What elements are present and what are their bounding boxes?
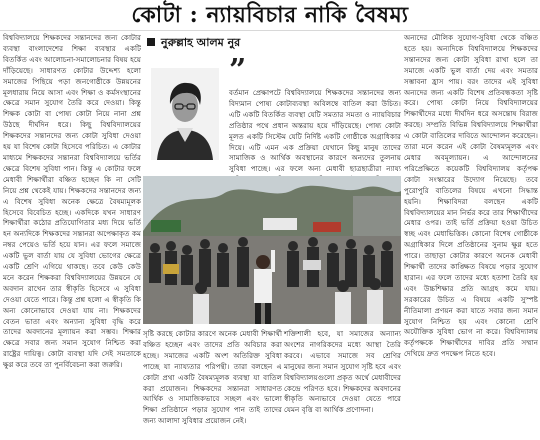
headline-divider xyxy=(0,30,540,31)
article-column-lower-2 xyxy=(284,329,401,439)
column-text: বিশ্ববিদ্যালয়ে শিক্ষকদের সন্তানদের জন্য কোটার ব্যবস্থা বাংলাদেশের শিক্ষা ব্যবস্থার একটি বিতর্কিত এবং আলোচনা-সমালোচনার বিষয় হয়ে দাঁড়িয়েছে। সাধারণত কোটার উদ্দেশ্য হলো সমাজের পিছিয়ে পড়া জনগোষ্ঠীকে উন্নয়নের মূলধারায় নিয়ে আসা এবং শিক্ষা ও কর্মসংস্থানের ক্ষেত্রে সমান সুযোগ তৈরি করে দেওয়া। কিন্তু শিক্ষক কোটা বা পোষ্য কোটা নিয়ে নানা প্রশ্ন উঠছে দীর্ঘদিন ধরে। কিছু বিশ্ববিদ্যালয়ের শিক্ষকদের সন্তানদের জন্য কোটা সুবিধা দেওয়া হয় যা বিশেষ কোটা হিসেবে পরিচিত। এ কোটার মাধ্যমে শিক্ষকদের সন্তানরা বিশ্ববিদ্যালয়ে ভর্তির ক্ষেত্রে বিশেষ সুবিধা পান। কিন্তু এ কোটার ফলে মেধাবী শিক্ষার্থীরা বঞ্চিত হচ্ছেন কি না সেটি নিয়ে প্রশ্ন থেকেই যায়। শিক্ষকদের সন্তানদের জন্য এ বিশেষ সুবিধা অনেক ক্ষেত্রে বৈষম্যমূলক হিসেবে বিবেচিত হচ্ছে। একদিকে যখন সাধারণ শিক্ষার্থীরা কঠোর প্রতিযোগিতার মধ্য দিয়ে ভর্তি হন অন্যদিকে শিক্ষকদের সন্তানরা অপেক্ষাকৃত কম নম্বর পেয়েও ভর্তি হয়ে যান। এর ফলে সমাজে একটি ভুল বার্তা যায় যে সুবিধা ভোগের ক্ষেত্রে একটি শ্রেণি এগিয়ে থাকছে। তবে কেউ কেউ মনে করেন শিক্ষকরা বিশ্ববিদ্যালয়ের উন্নয়নে যে অবদান রাখেন তার স্বীকৃতি হিসেবে এ সুবিধা দেওয়া যেতে পারে। কিন্তু প্রশ্ন হলো এ স্বীকৃতি কি অন্য কোনোভাবে দেওয়া যায় না। শিক্ষকদের বেতন ভাতা এবং অন্যান্য সুবিধা বৃদ্ধি করে তাদের অবদানের মূল্যায়ন করা সম্ভব। শিক্ষার ক্ষেত্রে সবার জন্য সমান সুযোগ নিশ্চিত করা রাষ্ট্রের দায়িত্ব। কোটা ব্যবস্থা যদি সেই সমতাকে ক্ষুণ্ণ করে তবে তা পুনর্বিবেচনা করা জরুরি। xyxy=(3,33,141,370)
article-column-left xyxy=(3,33,141,438)
column-text: শক্তিশালী হবে, যা সমাজের অন্যান্য অংশের নাগরিকদের মধ্যে আস্থা তৈরি করবে। এভাবে সমাজে সব শ্রেণির মানুষের জন্য সমান সুযোগ সৃষ্টি হবে এবং বিশ্ববিদ্যালয়গুলো প্রকৃত অর্থে মেধাবীদের কেন্দ্রে পরিণত হবে। শিক্ষকদের অবদানের স্বীকৃতি অন্যভাবে দেওয়া যেতে পারে যেমন বৃত্তি বা আর্থিক প্রণোদনা। xyxy=(284,329,401,415)
column-text: অন্যদের মৌলিক সুযোগ-সুবিধা থেকে বঞ্চিত হতে হয়। অন্যদিকে বিশ্ববিদ্যালয়ে শিক্ষকদের সন্তানদের জন্য কোটা সুবিধা রাখা হলে তা সমাজে একটি ভুল বার্তা দেয় এবং সমতার সম্ভাবনা হ্রাস পায়। বরং তাদের এই সুবিধা অন্যদের জন্য একটি বিশেষ প্রতিবন্ধকতা সৃষ্টি করে। পোষ্য কোটা নিয়ে বিশ্ববিদ্যালয়ের শিক্ষার্থীদের মধ্যে দীর্ঘদিন ধরে অসন্তোষ বিরাজ করছে। সম্প্রতি বিভিন্ন বিশ্ববিদ্যালয়ে শিক্ষার্থীরা এ কোটা বাতিলের দাবিতে আন্দোলন করেছেন। তারা মনে করেন এই কোটা বৈষম্যমূলক এবং মেধার অবমূল্যায়ন। এ আন্দোলনের পরিপ্রেক্ষিতে কয়েকটি বিশ্ববিদ্যালয় কর্তৃপক্ষ কোটা সংস্কারের উদ্যোগ নিয়েছে। তবে পুরোপুরি বাতিলের বিষয়ে এখনো সিদ্ধান্ত হয়নি। শিক্ষাবিদরা বলছেন একটি বিশ্ববিদ্যালয়ের মান নির্ভর করে তার শিক্ষার্থীদের মেধার ওপর। তাই ভর্তি প্রক্রিয়া হওয়া উচিত স্বচ্ছ এবং মেধাভিত্তিক। কোনো বিশেষ গোষ্ঠীকে অগ্রাধিকার দিলে প্রতিষ্ঠানের সুনাম ক্ষুণ্ণ হতে পারে। তাছাড়া কোটার কারণে অনেক মেধাবী শিক্ষার্থী তাদের কাঙ্ক্ষিত বিষয়ে পড়ার সুযোগ হারান। এর ফলে তাদের মধ্যে হতাশা তৈরি হয় এবং উচ্চশিক্ষার প্রতি আগ্রহ কমে যায়। সরকারের উচিত এ বিষয়ে একটি সুস্পষ্ট নীতিমালা প্রণয়ন করা যাতে সবার জন্য সমান সুযোগ নিশ্চিত হয় এবং কোনো শ্রেণি অযৌক্তিক সুবিধা ভোগ না করে। বিশ্ববিদ্যালয় কর্তৃপক্ষকে শিক্ষার্থীদের দাবির প্রতি সম্মান দেখিয়ে দ্রুত পদক্ষেপ নিতে হবে। xyxy=(404,33,538,359)
column-text: সৃষ্টি করছে কোটার কারণে অনেক মেধাবী শিক্ষার্থী বঞ্চিত হচ্ছেন এবং তাদের প্রতি অবিচার করা হচ্ছে। সমাজের একটি অংশ অতিরিক্ত সুবিধা পাচ্ছে যা ন্যায্যতার পরিপন্থী। তারা বলছেন এ কোটা প্রথা একটি বৈষম্যমূলক ব্যবস্থা যা বাতিল করা প্রয়োজন। শিক্ষকদের সন্তানরা সাধারণত আর্থিক ও সামাজিকভাবে সচ্ছল এবং ভালো শিক্ষা প্রতিষ্ঠানে পড়ার সুযোগ পান তাই তাদের জন্য আলাদা সুবিধার প্রয়োজন নেই। xyxy=(143,329,282,426)
article-column-lower-1 xyxy=(143,329,282,439)
author-portrait-icon xyxy=(151,68,219,160)
protest-photo xyxy=(143,176,401,324)
pull-quote-text: বর্তমান প্রেক্ষাপটে বিশ্ববিদ্যালয়ে শিক্ষকদের সন্তানদের জন্য বিদ্যমান পোষ্য কোটাব্যবস্থা অবিলম্বে বাতিল করা উচিত। এটি একটি বিতর্কিত ব্যবস্থা যেটি সমতার সমতা ও ন্যায়বিচার প্রতিষ্ঠার পথে প্রধান অন্তরায় হয়ে দাঁড়িয়েছে। পোষ্য কোটা মূলত একটি সিস্টেম যেটি নির্দিষ্ট একটি গোষ্ঠীকে অগ্রাধিকার দিয়ে। এটি এমন এক প্রক্রিয়া যেখানে কিছু মানুষ তাদের সামাজিক ও আর্থিক অবস্থানের কারণে অন্যদের তুলনায় সুবিধা পাচ্ছে। এর ফলে অন্য মেধাবী ছাত্রছাত্রীরা ন্যায্য xyxy=(229,88,401,174)
pull-quote-mark: ” xyxy=(229,53,247,88)
article-column-right xyxy=(404,33,538,438)
protest-scene-icon xyxy=(143,176,401,324)
byline xyxy=(147,33,397,53)
author-photo xyxy=(151,68,219,160)
byline-marker-icon xyxy=(147,38,155,46)
headline: কোটা : ন্যায়বিচার নাকি বৈষম্য xyxy=(131,2,409,28)
author-name: নুরুল্লাহ আলম নুর xyxy=(161,36,241,49)
